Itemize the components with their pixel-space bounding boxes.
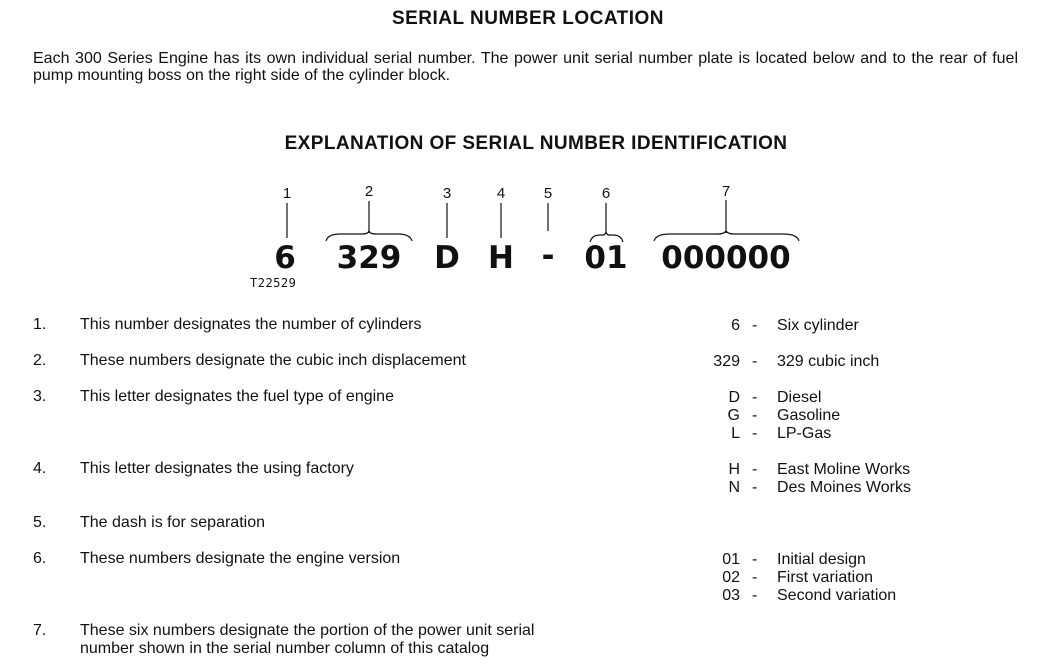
row-description (80, 352, 466, 370)
code-entry (640, 461, 940, 479)
code-part-dash: - (541, 238, 555, 274)
code-separator: - (752, 461, 758, 478)
diagram-pointer-lines (287, 200, 799, 242)
diagram-index-1: 1 (282, 185, 292, 202)
code-meaning: East Moline Works (777, 461, 911, 478)
row-description (80, 316, 422, 334)
code-separator: - (752, 317, 758, 334)
code-value: L (731, 425, 740, 442)
row-number: 4. (33, 460, 47, 477)
page-title: SERIAL NUMBER LOCATION (391, 8, 665, 29)
diagram-index-3: 3 (442, 185, 452, 202)
code-separator: - (752, 587, 758, 604)
row-number: 2. (33, 352, 47, 369)
code-entry (640, 407, 940, 425)
intro-paragraph: Each 300 Series Engine has its own individual serial number. The power unit serial number plate is located below and to the rear of fuel pump mounting boss on the right side of the cylinder block. (33, 50, 1018, 84)
code-entry (640, 425, 940, 443)
code-entry (640, 587, 940, 605)
code-value: 329 (713, 353, 740, 370)
diagram-index-2: 2 (364, 183, 374, 200)
diagram-index-6: 6 (601, 185, 611, 202)
row-number: 1. (33, 316, 47, 333)
description-line: These numbers designate the cubic inch displacement (80, 352, 466, 369)
diagram-index-7: 7 (721, 183, 731, 200)
code-meaning: Second variation (777, 587, 897, 604)
serial-number-diagram (0, 176, 1056, 296)
diagram-index-5: 5 (543, 185, 553, 202)
description-line: This letter designates the fuel type of engine (80, 388, 394, 405)
code-meaning: LP-Gas (777, 425, 832, 442)
code-value: 6 (731, 317, 740, 334)
description-line: number shown in the serial number column of this catalog (80, 640, 490, 657)
code-separator: - (752, 479, 758, 496)
code-value: H (728, 461, 740, 478)
row-description (80, 550, 400, 568)
code-value: N (728, 479, 740, 496)
row-number: 6. (33, 550, 47, 567)
row-description (80, 622, 534, 658)
code-list (640, 353, 940, 371)
row-description (80, 388, 394, 406)
code-entry (640, 569, 940, 587)
row-description (80, 514, 265, 532)
code-list (640, 461, 940, 497)
description-line: This letter designates the using factory (80, 460, 354, 477)
code-entry (640, 317, 940, 335)
code-meaning: Initial design (777, 551, 866, 568)
code-meaning: Des Moines Works (777, 479, 911, 496)
code-value: 02 (722, 569, 740, 586)
code-list (640, 389, 940, 443)
code-entry (640, 353, 940, 371)
code-entry (640, 551, 940, 569)
code-meaning: First variation (777, 569, 874, 586)
code-list (640, 551, 940, 605)
description-line: The dash is for separation (80, 514, 265, 531)
code-value: D (728, 389, 740, 406)
code-value: G (727, 407, 740, 424)
code-part-fuel: D (434, 240, 460, 276)
description-line: These six numbers designate the portion of the power unit serial (80, 622, 535, 639)
description-line: This number designates the number of cylinders (80, 316, 422, 333)
code-entry (640, 479, 940, 497)
row-number: 5. (33, 514, 47, 531)
code-part-displacement: 329 (336, 240, 402, 276)
diagram-index-4: 4 (496, 185, 506, 202)
code-part-cylinders: 6 (274, 240, 296, 276)
code-meaning: 329 cubic inch (777, 353, 880, 370)
code-part-version: 01 (584, 240, 628, 276)
code-separator: - (752, 389, 758, 406)
code-separator: - (752, 353, 758, 370)
description-line: These numbers designate the engine version (80, 550, 401, 567)
row-description (80, 460, 354, 478)
code-separator: - (752, 407, 758, 424)
code-meaning: Diesel (777, 389, 822, 406)
code-meaning: Six cylinder (777, 317, 859, 334)
code-value: 01 (722, 551, 740, 568)
code-part-serial: 000000 (661, 240, 791, 276)
code-value: 03 (722, 587, 740, 604)
code-part-factory: H (488, 240, 514, 276)
row-number: 7. (33, 622, 47, 639)
code-separator: - (752, 569, 758, 586)
code-meaning: Gasoline (777, 407, 841, 424)
section-subtitle: EXPLANATION OF SERIAL NUMBER IDENTIFICATION (284, 133, 788, 154)
row-number: 3. (33, 388, 47, 405)
code-entry (640, 389, 940, 407)
code-separator: - (752, 425, 758, 442)
code-list (640, 317, 940, 335)
figure-reference: T22529 (250, 276, 297, 290)
code-separator: - (752, 551, 758, 568)
